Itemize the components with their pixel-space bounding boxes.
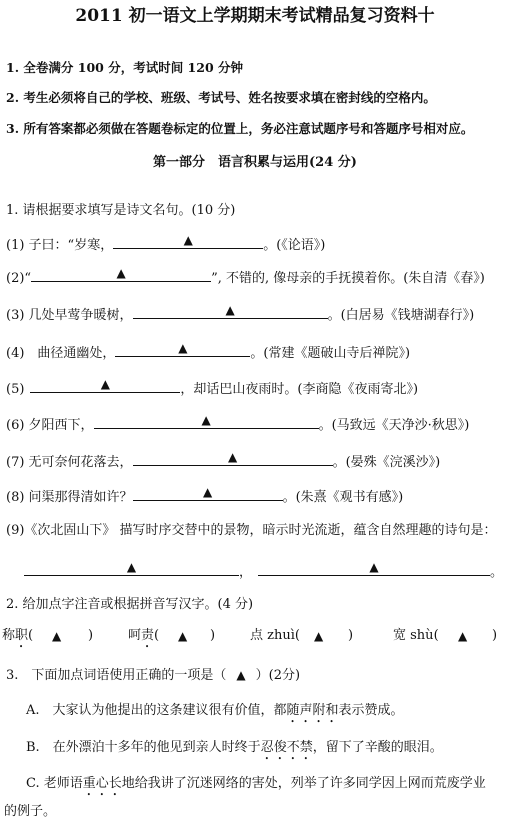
answer-blank[interactable] — [24, 562, 239, 576]
rule-2: 2. 考生必须将自己的学校、班级、考试号、姓名按要求填在密封线的空格内。 — [6, 90, 436, 105]
q3-option-c-wrap: 的例子。 — [4, 804, 57, 819]
q1-item-5 — [6, 379, 418, 398]
rule-3: 3. 所有答案都必须做在答题卷标定的位置上，务必注意试题序号和答题序号相对应。 — [6, 121, 474, 136]
terminator: 。 — [490, 565, 504, 580]
blank-marker[interactable]: ▲ — [314, 629, 324, 643]
item-text: 。(朱熹《观书有感》) — [282, 490, 404, 505]
section-title: 第一部分 语言积累与运用(24 分) — [153, 155, 357, 170]
item-text: (6) 夕阳西下， — [6, 418, 94, 433]
q2-items — [0, 628, 510, 646]
blank-marker: ▲ — [116, 266, 126, 280]
blank-marker: ▲ — [202, 485, 213, 499]
q2-item-2: 呵责( — [128, 628, 160, 643]
blank-marker: ▲ — [183, 233, 193, 247]
answer-blank[interactable] — [133, 487, 283, 501]
item-text: ，却话巴山夜雨时。(李商隐《夜雨寄北》) — [180, 382, 419, 397]
answer-blank[interactable] — [133, 452, 333, 466]
page-title: 2011 初一语文上学期期末考试精品复习资料十 — [75, 6, 435, 26]
answer-blank[interactable] — [31, 268, 211, 282]
blank-marker[interactable]: ▲ — [52, 629, 62, 643]
item-text: (4) 曲径通幽处， — [6, 346, 116, 361]
q1-prompt: 1. 请根据要求填写是诗文名句。(10 分) — [6, 203, 236, 218]
item-text: 。(白居易《钱塘湖春行》) — [327, 308, 475, 323]
blank-marker[interactable]: ▲ — [178, 629, 188, 643]
close-paren: ) — [88, 628, 94, 643]
q1-item-3 — [6, 305, 474, 324]
rule-1: 1. 全卷满分 100 分，考试时间 120 分钟 — [6, 60, 243, 75]
close-paren: ) — [348, 628, 354, 643]
item-text: (3) 几处早莺争暖树， — [6, 308, 133, 323]
item-text: 。(马致远《天净沙·秋思》) — [318, 418, 470, 433]
q2-item-3: 点 zhuì( — [250, 628, 300, 643]
q1-item-9: (9)《次北固山下》 描写时序交替中的景物，暗示时光流逝，蕴含自然理趣的诗句是： — [6, 523, 497, 538]
answer-blank[interactable] — [133, 305, 328, 319]
item-text: (7) 无可奈何花落去， — [6, 455, 133, 470]
answer-blank[interactable] — [115, 343, 250, 357]
q3-option-a[interactable]: A. 大家认为他提出的这条建议很有价值，都随声附和表示赞成。 — [26, 703, 404, 718]
q3-option-c[interactable]: C. 老师语重心长地给我讲了沉迷网络的害处，列举了许多同学因上网而荒废学业 — [26, 776, 486, 791]
blank-marker: ▲ — [227, 450, 238, 464]
q1-item-7 — [6, 452, 440, 471]
close-paren: ) — [492, 628, 498, 643]
blank-marker: ▲ — [100, 377, 111, 391]
q1-item-4 — [6, 343, 410, 362]
blank-marker: ▲ — [369, 560, 379, 574]
item-text: 。(《论语》) — [263, 238, 326, 253]
separator: ， — [239, 565, 253, 580]
q1-item-9-answer — [24, 562, 503, 581]
item-text: 。(晏殊《浣溪沙》) — [332, 455, 441, 470]
blank-marker[interactable]: ▲ — [236, 668, 246, 682]
item-text: (2)“ — [6, 271, 32, 286]
answer-blank[interactable] — [94, 415, 319, 429]
blank-marker: ▲ — [126, 560, 137, 574]
q2-item-1: 称职( — [2, 628, 34, 643]
item-text: (1) 子曰：“岁寒， — [6, 238, 114, 253]
answer-blank[interactable] — [30, 379, 180, 393]
q2-item-4: 宽 shù( — [393, 628, 439, 643]
q2-prompt: 2. 给加点字注音或根据拼音写汉字。(4 分) — [6, 597, 254, 612]
answer-blank[interactable] — [258, 562, 490, 576]
q3-option-b[interactable]: B. 在外漂泊十多年的他见到亲人时终于忍俊不禁，留下了辛酸的眼泪。 — [26, 740, 443, 755]
item-text: (8) 问渠那得清如许？ — [6, 490, 133, 505]
item-text: 。(常建《题破山寺后禅院》) — [250, 346, 411, 361]
close-paren: ) — [210, 628, 216, 643]
q1-item-1 — [6, 235, 325, 254]
blank-marker: ▲ — [225, 303, 235, 317]
q1-item-2 — [6, 268, 485, 287]
q1-item-6 — [6, 415, 469, 434]
item-text: ”, 不错的, 像母亲的手抚摸着你。(朱自清《春》) — [211, 271, 485, 286]
q3-prompt: 3. 下面加点词语使用正确的一项是（ ▲ ）(2分) — [6, 668, 301, 683]
blank-marker: ▲ — [201, 413, 211, 427]
item-text: (5) — [6, 382, 25, 397]
blank-marker[interactable]: ▲ — [458, 629, 468, 643]
answer-blank[interactable] — [113, 235, 263, 249]
q1-item-8 — [6, 487, 403, 506]
blank-marker: ▲ — [178, 341, 188, 355]
